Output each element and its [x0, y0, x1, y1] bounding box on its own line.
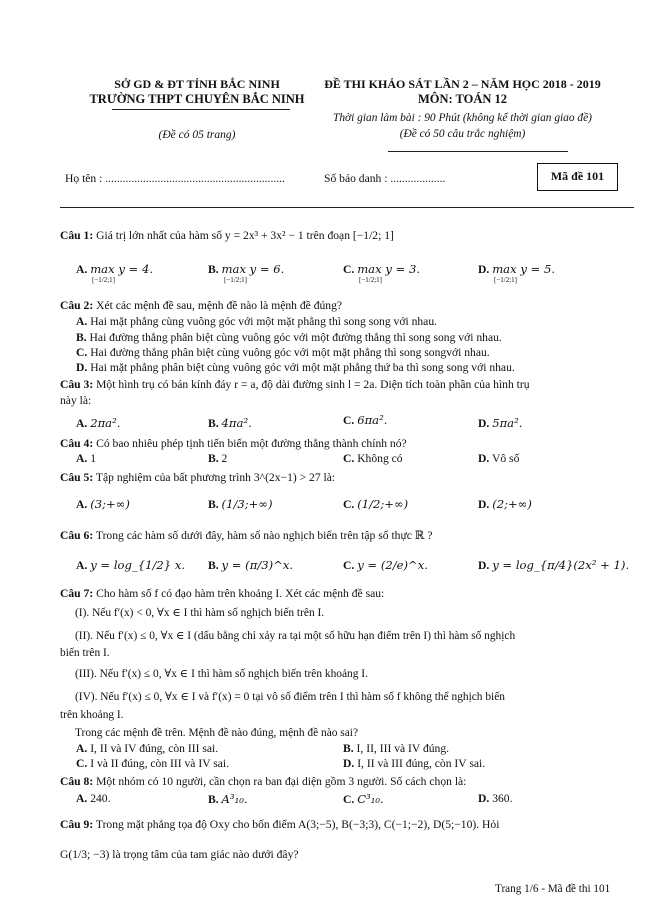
- exam-code: Mã đề 101: [550, 169, 605, 183]
- q3-option-d[interactable]: D. 5πa².: [478, 416, 523, 430]
- q1-option-a[interactable]: A. max y = 4.: [76, 262, 154, 276]
- question-9-label: Câu 9:: [60, 818, 94, 831]
- question-1-label: Câu 1:: [60, 229, 94, 242]
- question-6-text: Trong các hàm số dưới đây, hàm số nào nghịch biến trên tập số thực ℝ ?: [95, 529, 433, 542]
- header-divider: [60, 207, 634, 208]
- question-8: [60, 775, 466, 789]
- department-name: SỞ GD & ĐT TỈNH BẮC NINH: [114, 77, 280, 91]
- question-6-label: Câu 6:: [60, 529, 94, 542]
- q8-option-a[interactable]: A. 240.: [76, 792, 111, 805]
- q5-option-d[interactable]: D. (2;+∞): [478, 497, 532, 511]
- q8-option-c[interactable]: C. C³₁₀.: [343, 792, 384, 806]
- question-5: [60, 471, 335, 485]
- q7-statement-2-cont: biến trên I.: [60, 647, 110, 659]
- question-4-text: Có bao nhiêu phép tịnh tiến biến một đường thẳng thành chính nó?: [96, 437, 407, 450]
- q2-option-d[interactable]: D. Hai mặt phẳng phân biệt cùng vuông góc với một mặt phẳng thứ ba thì song song với nhau.: [76, 361, 515, 374]
- student-name-field: Họ tên : ..............................................................: [65, 172, 285, 185]
- question-3-label: Câu 3:: [60, 378, 94, 391]
- question-3-text: Một hình trụ có bán kính đáy r = a, độ dài đường sinh l = 2a. Diện tích toàn phần của hình trụ: [96, 378, 530, 391]
- question-1-text: Giá trị lớn nhất của hàm số y = 2x³ + 3x² − 1 trên đoạn [−1/2; 1]: [96, 229, 394, 242]
- question-7: [60, 587, 384, 601]
- question-6: [60, 529, 432, 543]
- q7-option-d[interactable]: D. I, II và III đúng, còn IV sai.: [343, 757, 486, 770]
- q2-option-c[interactable]: C. Hai đường thẳng phân biệt cùng vuông góc với một mặt phẳng thì song songvới nhau.: [76, 346, 490, 359]
- q3-option-a[interactable]: A. 2πa².: [76, 416, 121, 430]
- q6-option-a[interactable]: A. y = log_{1/2} x.: [76, 558, 186, 572]
- q8-option-d[interactable]: D. 360.: [478, 792, 513, 805]
- question-count-note: (Đề có 50 câu trắc nghiệm): [399, 128, 526, 140]
- question-7-text: Cho hàm số f có đạo hàm trên khoảng I. Xét các mệnh đề sau:: [96, 587, 385, 600]
- question-9-text: Trong mặt phẳng tọa độ Oxy cho bốn điểm A(3;−5), B(−3;3), C(−1;−2), D(5;−10). Hỏi: [95, 818, 500, 831]
- q1-c-domain: [−1/2;1]: [359, 276, 382, 284]
- q4-option-b[interactable]: B. 2: [208, 452, 228, 465]
- q1-d-domain: [−1/2;1]: [494, 276, 517, 284]
- question-9: [60, 818, 499, 832]
- q3-option-b[interactable]: B. 4πa².: [208, 416, 252, 430]
- q4-option-d[interactable]: D. Vô số: [478, 452, 520, 465]
- q6-option-b[interactable]: B. y = (π/3)^x.: [208, 558, 294, 572]
- question-2-text: Xét các mệnh đề sau, mệnh đề nào là mệnh đề đúng?: [96, 299, 343, 312]
- exam-title: ĐỀ THI KHẢO SÁT LẦN 2 – NĂM HỌC 2018 - 2019: [324, 77, 601, 91]
- q4-option-a[interactable]: A. 1: [76, 452, 96, 465]
- question-2: [60, 299, 342, 313]
- q1-option-d[interactable]: D. max y = 5.: [478, 262, 556, 276]
- q7-statement-1: (I). Nếu f′(x) < 0, ∀x ∈ I thì hàm số nghịch biến trên I.: [75, 607, 325, 619]
- q1-option-b[interactable]: B. max y = 6.: [208, 262, 285, 276]
- school-underline: [112, 109, 290, 110]
- time-note: Thời gian làm bài : 90 Phút (không kể thời gian giao đề): [333, 112, 592, 124]
- q7-option-c[interactable]: C. I và II đúng, còn III và IV sai.: [76, 757, 230, 770]
- question-4-label: Câu 4:: [60, 437, 94, 450]
- q7-statement-3: (III). Nếu f′(x) ≤ 0, ∀x ∈ I thì hàm số nghịch biến trên khoảng I.: [75, 668, 368, 680]
- q7-option-b[interactable]: B. I, II, III và IV đúng.: [343, 742, 450, 755]
- question-7-label: Câu 7:: [60, 587, 94, 600]
- q7-statement-4-cont: trên khoảng I.: [60, 709, 124, 721]
- q5-option-b[interactable]: B. (1/3;+∞): [208, 497, 273, 511]
- q7-option-a[interactable]: A. I, II và IV đúng, còn III sai.: [76, 742, 219, 755]
- question-5-text: Tập nghiệm của bất phương trình 3^(2x−1) > 27 là:: [95, 471, 336, 484]
- question-8-label: Câu 8:: [60, 775, 94, 788]
- question-3-continued: này là:: [60, 394, 92, 407]
- q8-option-b[interactable]: B. A³₁₀.: [208, 792, 248, 806]
- question-9-continued: G(1/3; −3) là trọng tâm của tam giác nào dưới đây?: [60, 848, 299, 861]
- q4-option-c[interactable]: C. Không có: [343, 452, 403, 465]
- q1-option-c[interactable]: C. max y = 3.: [343, 262, 421, 276]
- q1-b-domain: [−1/2;1]: [224, 276, 247, 284]
- q7-statement-4: (IV). Nếu f′(x) ≤ 0, ∀x ∈ I và f′(x) = 0 tại vô số điểm trên I thì hàm số f không thể nghịch biến: [75, 691, 505, 703]
- question-2-label: Câu 2:: [60, 299, 94, 312]
- q6-option-d[interactable]: D. y = log_{π/4}(2x² + 1).: [478, 558, 630, 572]
- q6-option-c[interactable]: C. y = (2/e)^x.: [343, 558, 428, 572]
- student-id-field: Số báo danh : ...................: [324, 172, 446, 185]
- question-8-text: Một nhóm có 10 người, cần chọn ra ban đại diện gồm 3 người. Số cách chọn là:: [96, 775, 467, 788]
- subject-title: MÔN: TOÁN 12: [417, 92, 508, 106]
- school-name: TRƯỜNG THPT CHUYÊN BẮC NINH: [89, 92, 305, 106]
- q1-a-domain: [−1/2;1]: [92, 276, 115, 284]
- q2-option-b[interactable]: B. Hai đường thẳng phân biệt cùng vuông góc với một đường thẳng thì song song với nhau.: [76, 331, 502, 344]
- page-footer: Trang 1/6 - Mã đề thi 101: [495, 883, 611, 895]
- q2-option-a[interactable]: A. Hai mặt phẳng cùng vuông góc với một mặt phẳng thì song song với nhau.: [76, 315, 438, 328]
- question-3: [60, 378, 530, 392]
- header-underline: [388, 151, 568, 152]
- page-count-note: (Đề có 05 trang): [158, 129, 236, 141]
- question-1: [60, 229, 394, 243]
- q7-question-prompt: Trong các mệnh đề trên. Mệnh đề nào đúng, mệnh đề nào sai?: [75, 727, 359, 739]
- q5-option-a[interactable]: A. (3;+∞): [76, 497, 130, 511]
- question-4: [60, 437, 407, 451]
- q3-option-c[interactable]: C. 6πa².: [343, 413, 388, 427]
- question-5-label: Câu 5:: [60, 471, 94, 484]
- q7-statement-2: (II). Nếu f′(x) ≤ 0, ∀x ∈ I (dấu bằng chỉ xảy ra tại một số hữu hạn điểm trên I) thì hàm số nghịch: [75, 630, 516, 642]
- q5-option-c[interactable]: C. (1/2;+∞): [343, 497, 409, 511]
